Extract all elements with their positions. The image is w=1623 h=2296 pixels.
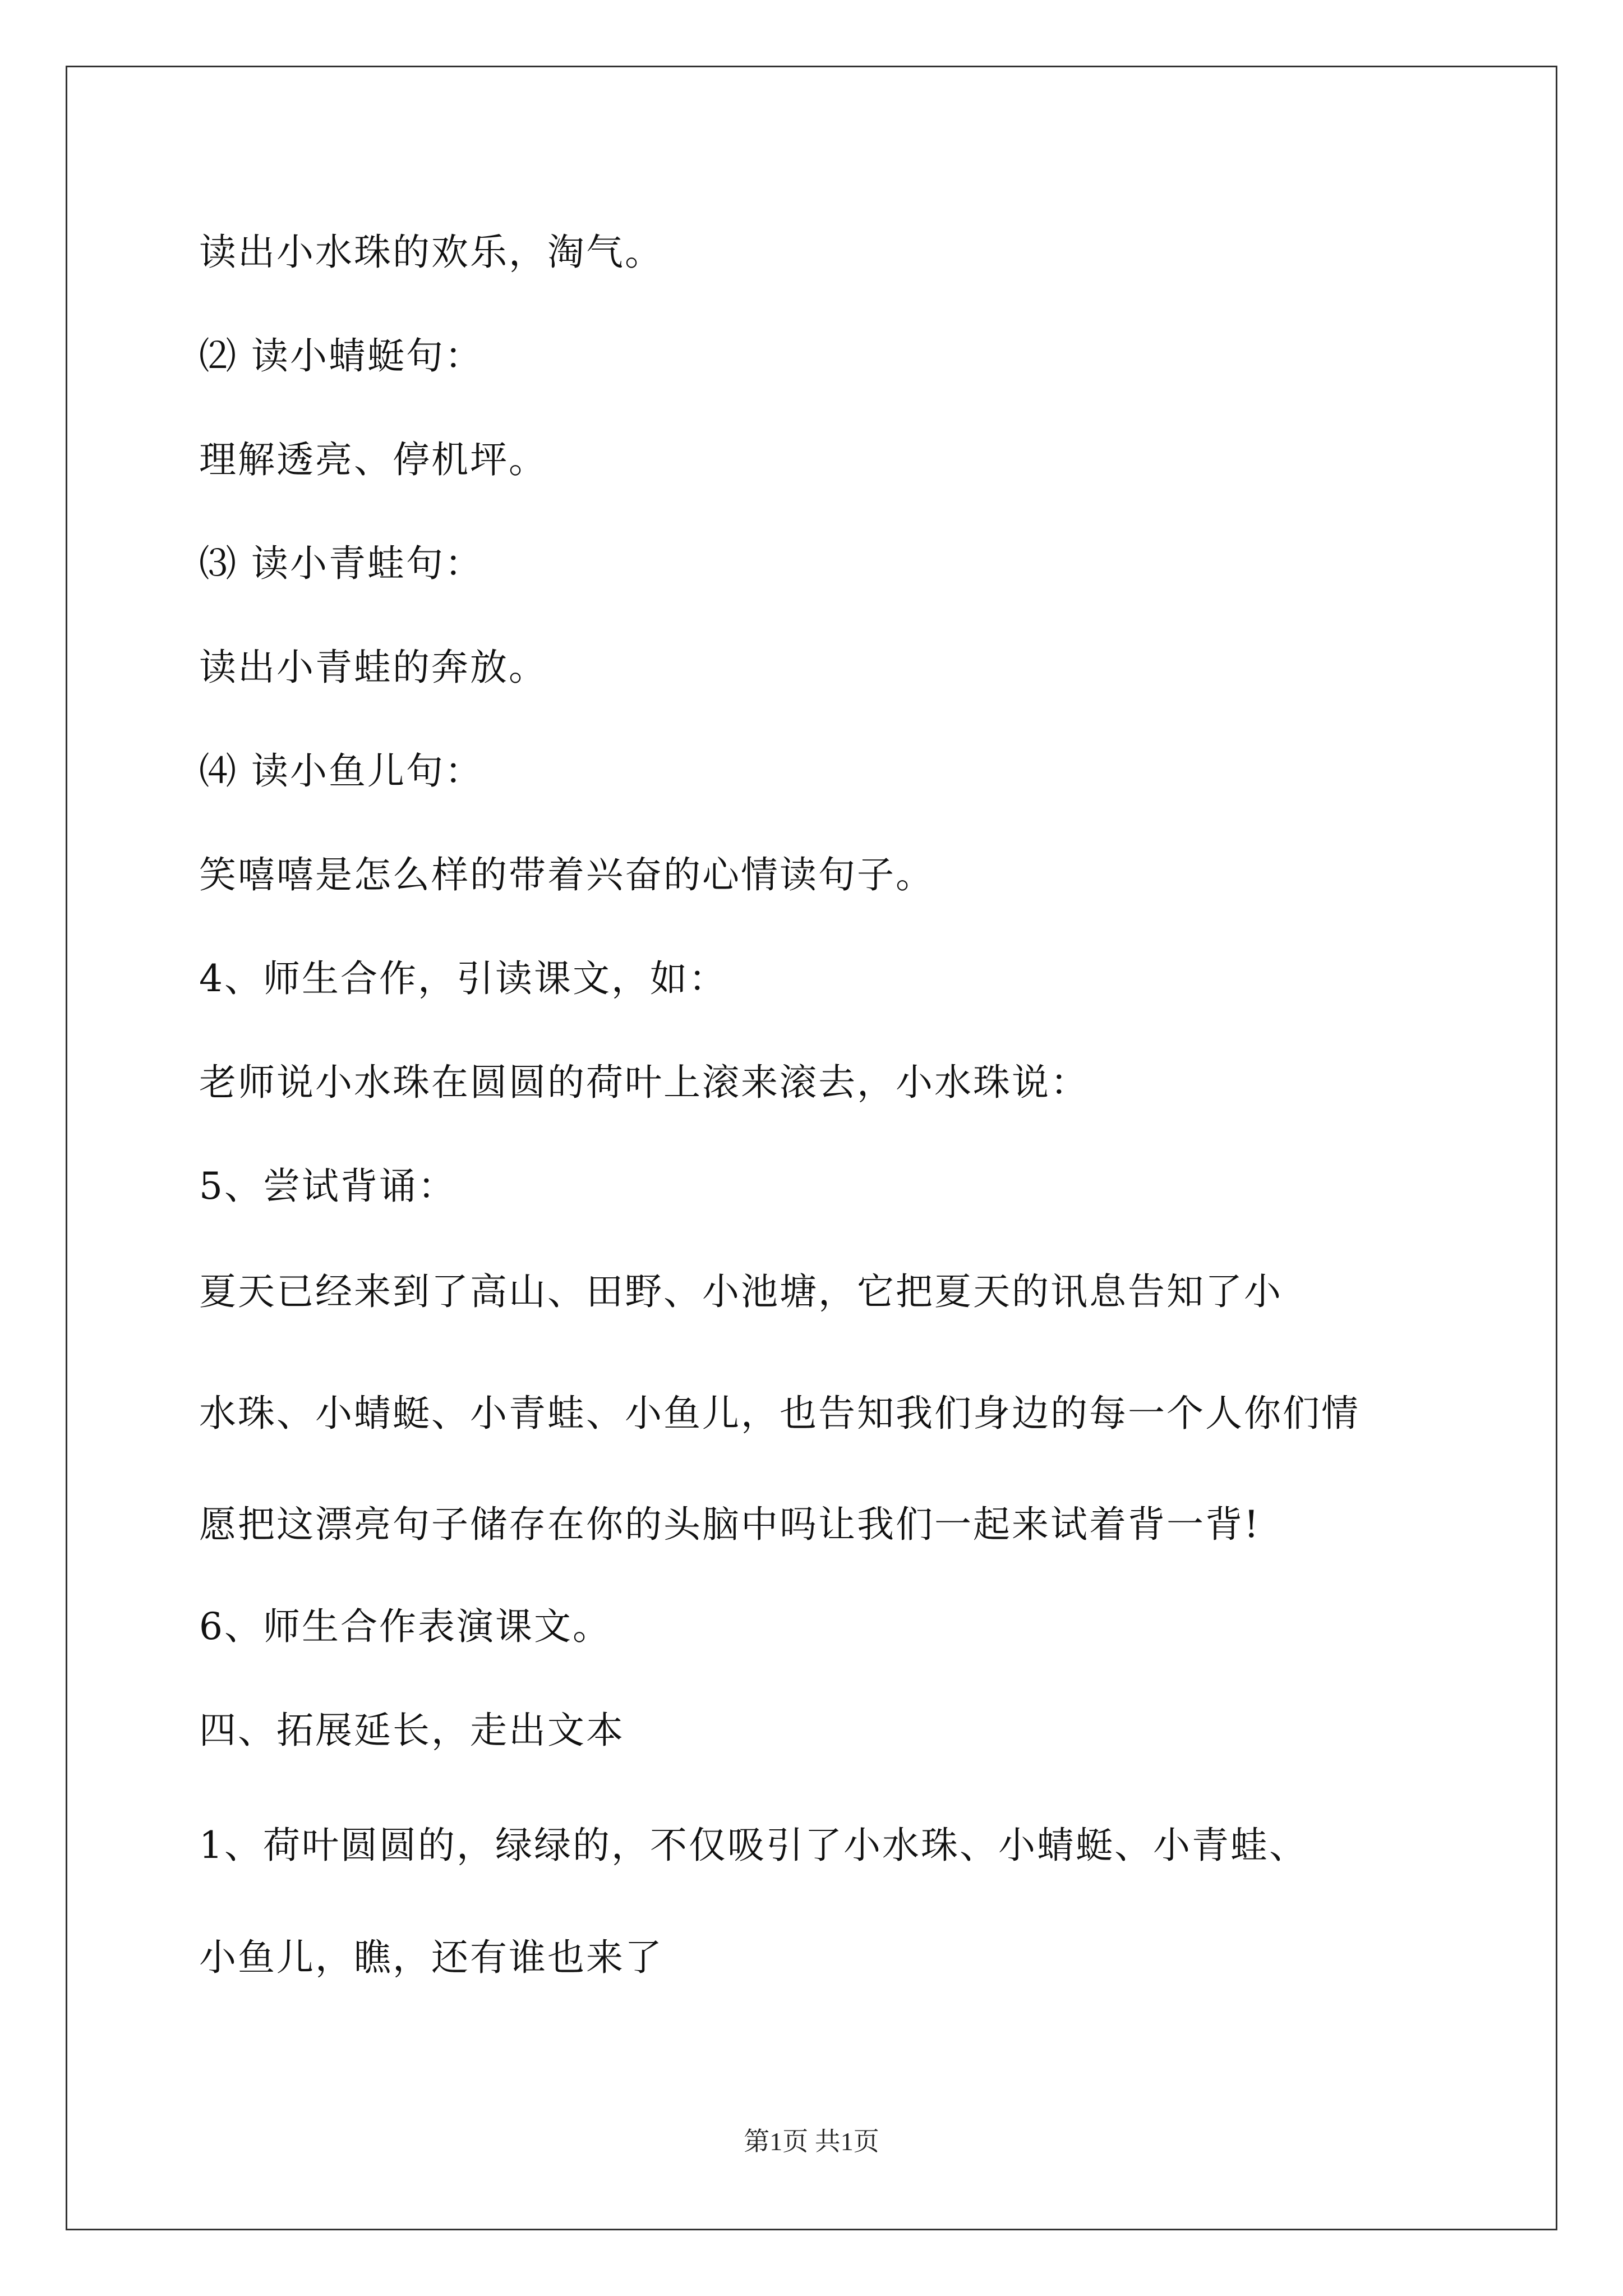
paragraph: 读出小青蛙的奔放。 [199, 646, 547, 689]
paragraph: 4、师生合作，引读课文，如： [199, 957, 727, 1000]
paragraph: ⑵ 读小蜻蜓句： [199, 334, 483, 378]
section-heading: 四、拓展延长，走出文本 [199, 1709, 625, 1752]
paragraph: 6、师生合作表演课文。 [199, 1605, 611, 1648]
paragraph: ⑷ 读小鱼儿句： [199, 749, 483, 793]
paragraph: 夏天已经来到了高山、田野、小池塘，它把夏天的讯息告知了小 [199, 1270, 1283, 1313]
page-border [66, 66, 1557, 2230]
page-footer: 第1页 共1页 [744, 2127, 879, 2156]
paragraph: 1、荷叶圆圆的，绿绿的，不仅吸引了小水珠、小蜻蜓、小青蛙、 [199, 1824, 1308, 1867]
paragraph: 读出小水珠的欢乐，淘气。 [199, 231, 663, 274]
paragraph-continuation: 水珠、小蜻蜓、小青蛙、小鱼儿，也告知我们身边的每一个人你们情 [199, 1392, 1360, 1435]
paragraph: 老师说小水珠在圆圆的荷叶上滚来滚去，小水珠说： [199, 1061, 1089, 1104]
paragraph-continuation: 小鱼儿，瞧，还有谁也来了 [199, 1936, 663, 1979]
paragraph: 5、尝试背诵： [199, 1165, 457, 1208]
paragraph: ⑶ 读小青蛙句： [199, 542, 483, 585]
paragraph: 笑嘻嘻是怎么样的带着兴奋的心情读句子。 [199, 853, 934, 896]
paragraph-continuation: 愿把这漂亮句子储存在你的头脑中吗让我们一起来试着背一背! [199, 1503, 1261, 1546]
paragraph: 理解透亮、停机坪。 [199, 438, 547, 481]
